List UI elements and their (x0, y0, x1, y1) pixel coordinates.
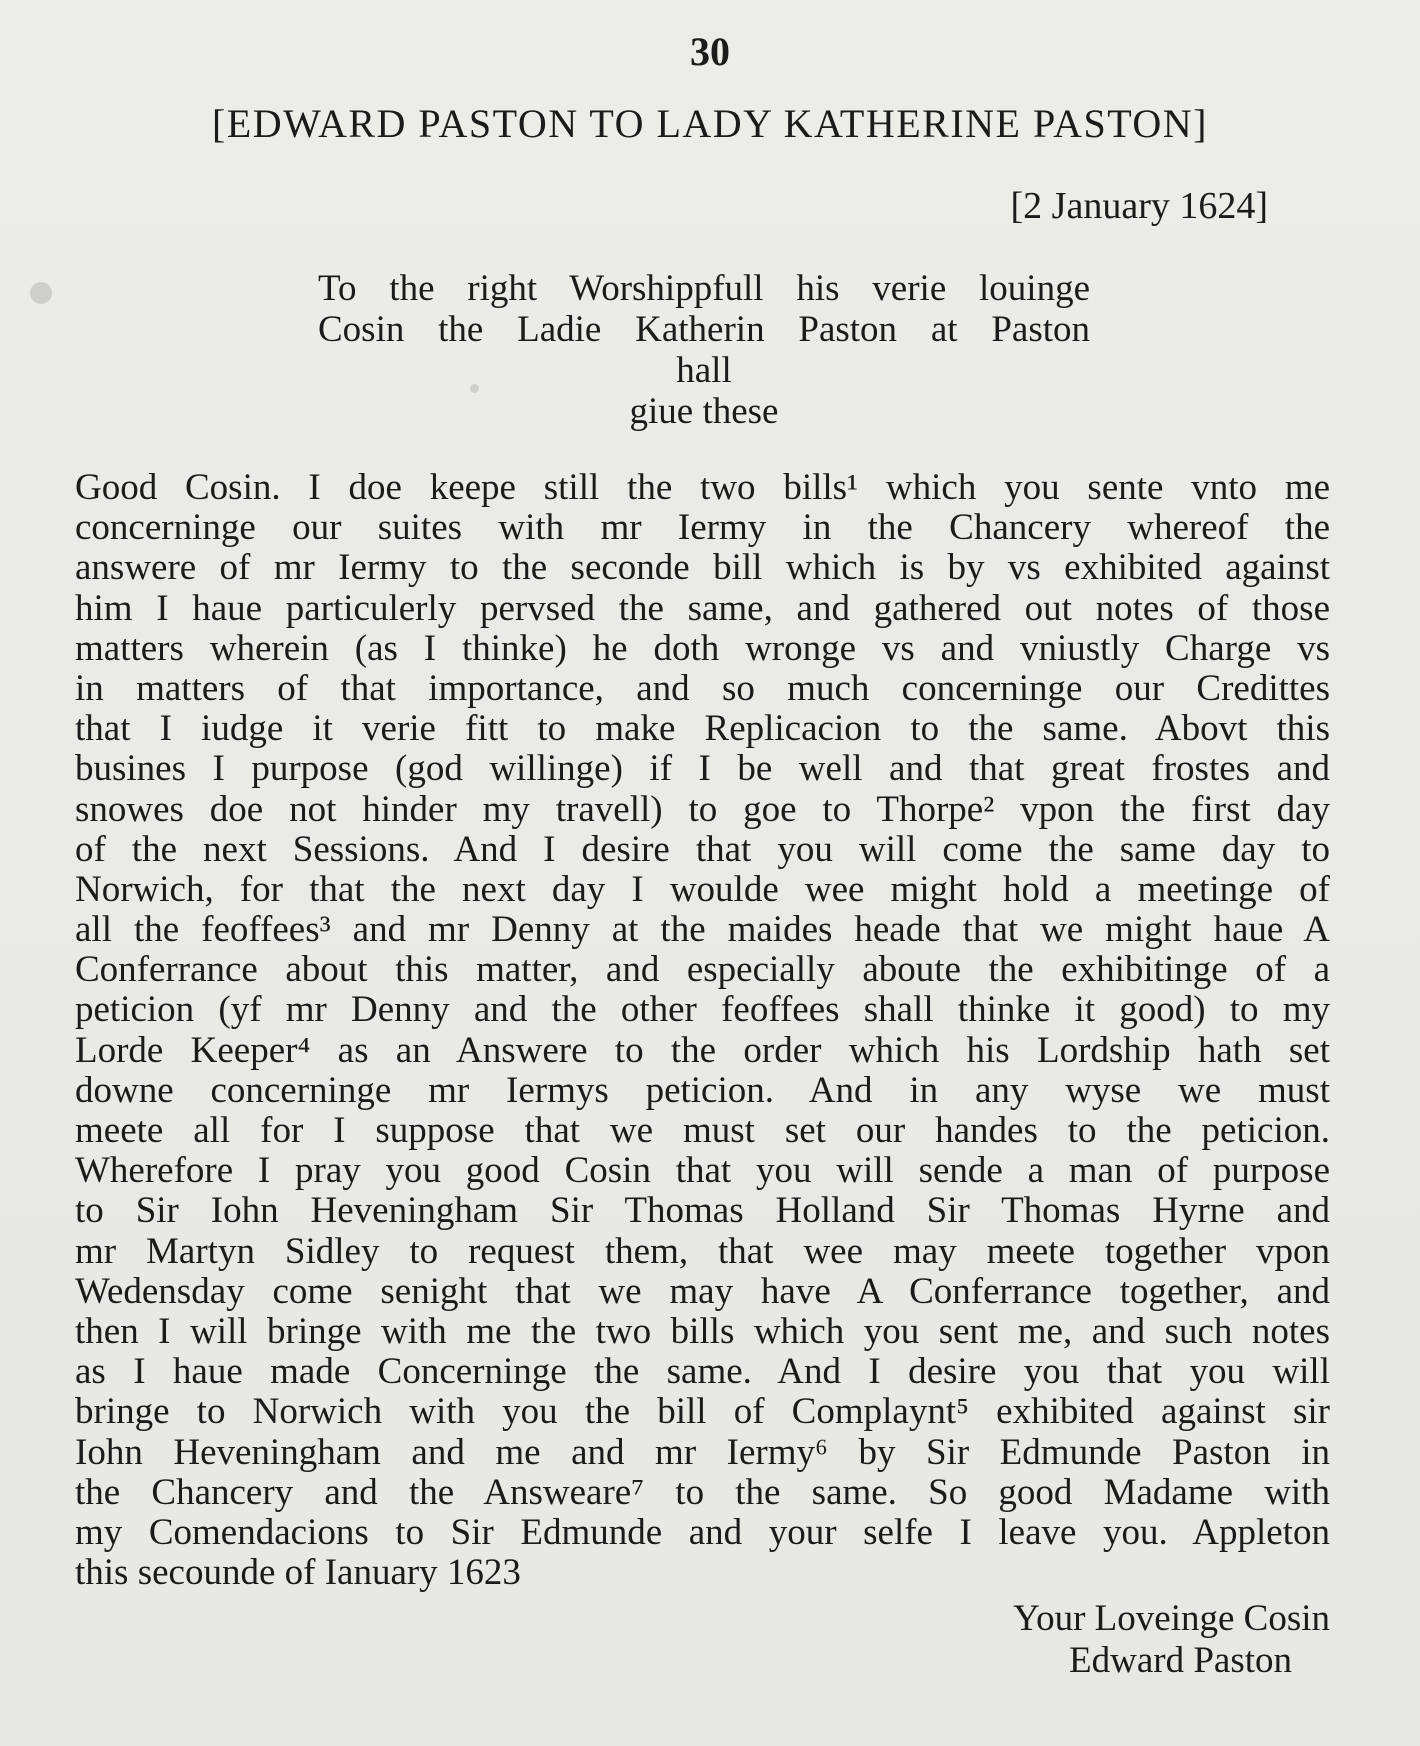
body-line: mr Martyn Sidley to request them, that wee may meete together vpon (75, 1230, 1330, 1272)
body-line: Wherefore I pray you good Cosin that you will sende a man of purpose (75, 1150, 1330, 1192)
page-smudge (30, 282, 52, 304)
body-line: him I haue particulerly pervsed the same, and gathered out notes of those (75, 587, 1330, 629)
address-line: hall (676, 350, 732, 391)
body-line: this secounde of Ianuary 1623 (75, 1552, 521, 1594)
body-line: peticion (yf mr Denny and the other feoffees shall thinke it good) to my (75, 989, 1330, 1031)
body-line: meete all for I suppose that we must set our handes to the peticion. (75, 1110, 1330, 1151)
signature-closing: Your Loveinge Cosin (1013, 1598, 1330, 1639)
body-line: in matters of that importance, and so much concerninge our Credittes (75, 667, 1330, 709)
body-line: of the next Sessions. And I desire that you will come the same day to (75, 828, 1330, 870)
body-line: as I haue made Concerninge the same. And I desire you that you will (75, 1351, 1330, 1393)
body-line: the Chancery and the Answeare⁷ to the same. So good Madame with (75, 1471, 1330, 1513)
body-line: snowes doe not hinder my travell) to goe to Thorpe² vpon the first day (75, 788, 1330, 830)
body-line: Conferrance about this matter, and especially aboute the exhibitinge of a (75, 949, 1330, 991)
letter-body (75, 468, 1330, 1593)
body-line: Wedensday come senight that we may have A Conferrance together, and (75, 1270, 1330, 1312)
body-line: Norwich, for that the next day I woulde wee might hold a meetinge of (75, 868, 1330, 910)
body-line: Iohn Heveningham and me and mr Iermy⁶ by Sir Edmunde Paston in (75, 1431, 1330, 1473)
address-line: giue these (629, 391, 779, 432)
body-line: busines I purpose (god willinge) if I be well and that great frostes and (75, 748, 1330, 790)
body-line: to Sir Iohn Heveningham Sir Thomas Holland Sir Thomas Hyrne and (75, 1190, 1330, 1232)
body-line: that I iudge it verie fitt to make Replicacion to the same. Abovt this (75, 708, 1330, 750)
signature-name: Edward Paston (1069, 1640, 1292, 1681)
page-number: 30 (690, 29, 730, 74)
body-line: matters wherein (as I thinke) he doth wronge vs and vniustly Charge vs (75, 627, 1330, 669)
body-line: answere of mr Iermy to the seconde bill which is by vs exhibited against (75, 547, 1330, 589)
body-line: then I will bringe with me the two bills which you sent me, and such notes (75, 1310, 1330, 1352)
body-line: downe concerninge mr Iermys peticion. And in any wyse we must (75, 1069, 1330, 1111)
letter-title: [EDWARD PASTON TO LADY KATHERINE PASTON] (211, 101, 1208, 146)
signature-block (1013, 1598, 1330, 1682)
body-line: bringe to Norwich with you the bill of Complaynt⁵ exhibited against sir (75, 1391, 1330, 1433)
address-line: Cosin the Ladie Katherin Paston at Paston (318, 309, 1090, 350)
address-line: To the right Worshippfull his verie louinge (318, 268, 1090, 309)
body-line: all the feoffees³ and mr Denny at the maides heade that we might haue A (75, 909, 1330, 951)
body-line: my Comendacions to Sir Edmunde and your selfe I leave you. Appleton (75, 1511, 1330, 1553)
address-block (318, 268, 1090, 432)
body-line: concerninge our suites with mr Iermy in the Chancery whereof the (75, 507, 1330, 549)
body-line: Good Cosin. I doe keepe still the two bills¹ which you sente vnto me (75, 467, 1330, 508)
letter-date: [2 January 1624] (1010, 185, 1268, 227)
body-line: Lorde Keeper⁴ as an Answere to the order which his Lordship hath set (75, 1029, 1330, 1071)
